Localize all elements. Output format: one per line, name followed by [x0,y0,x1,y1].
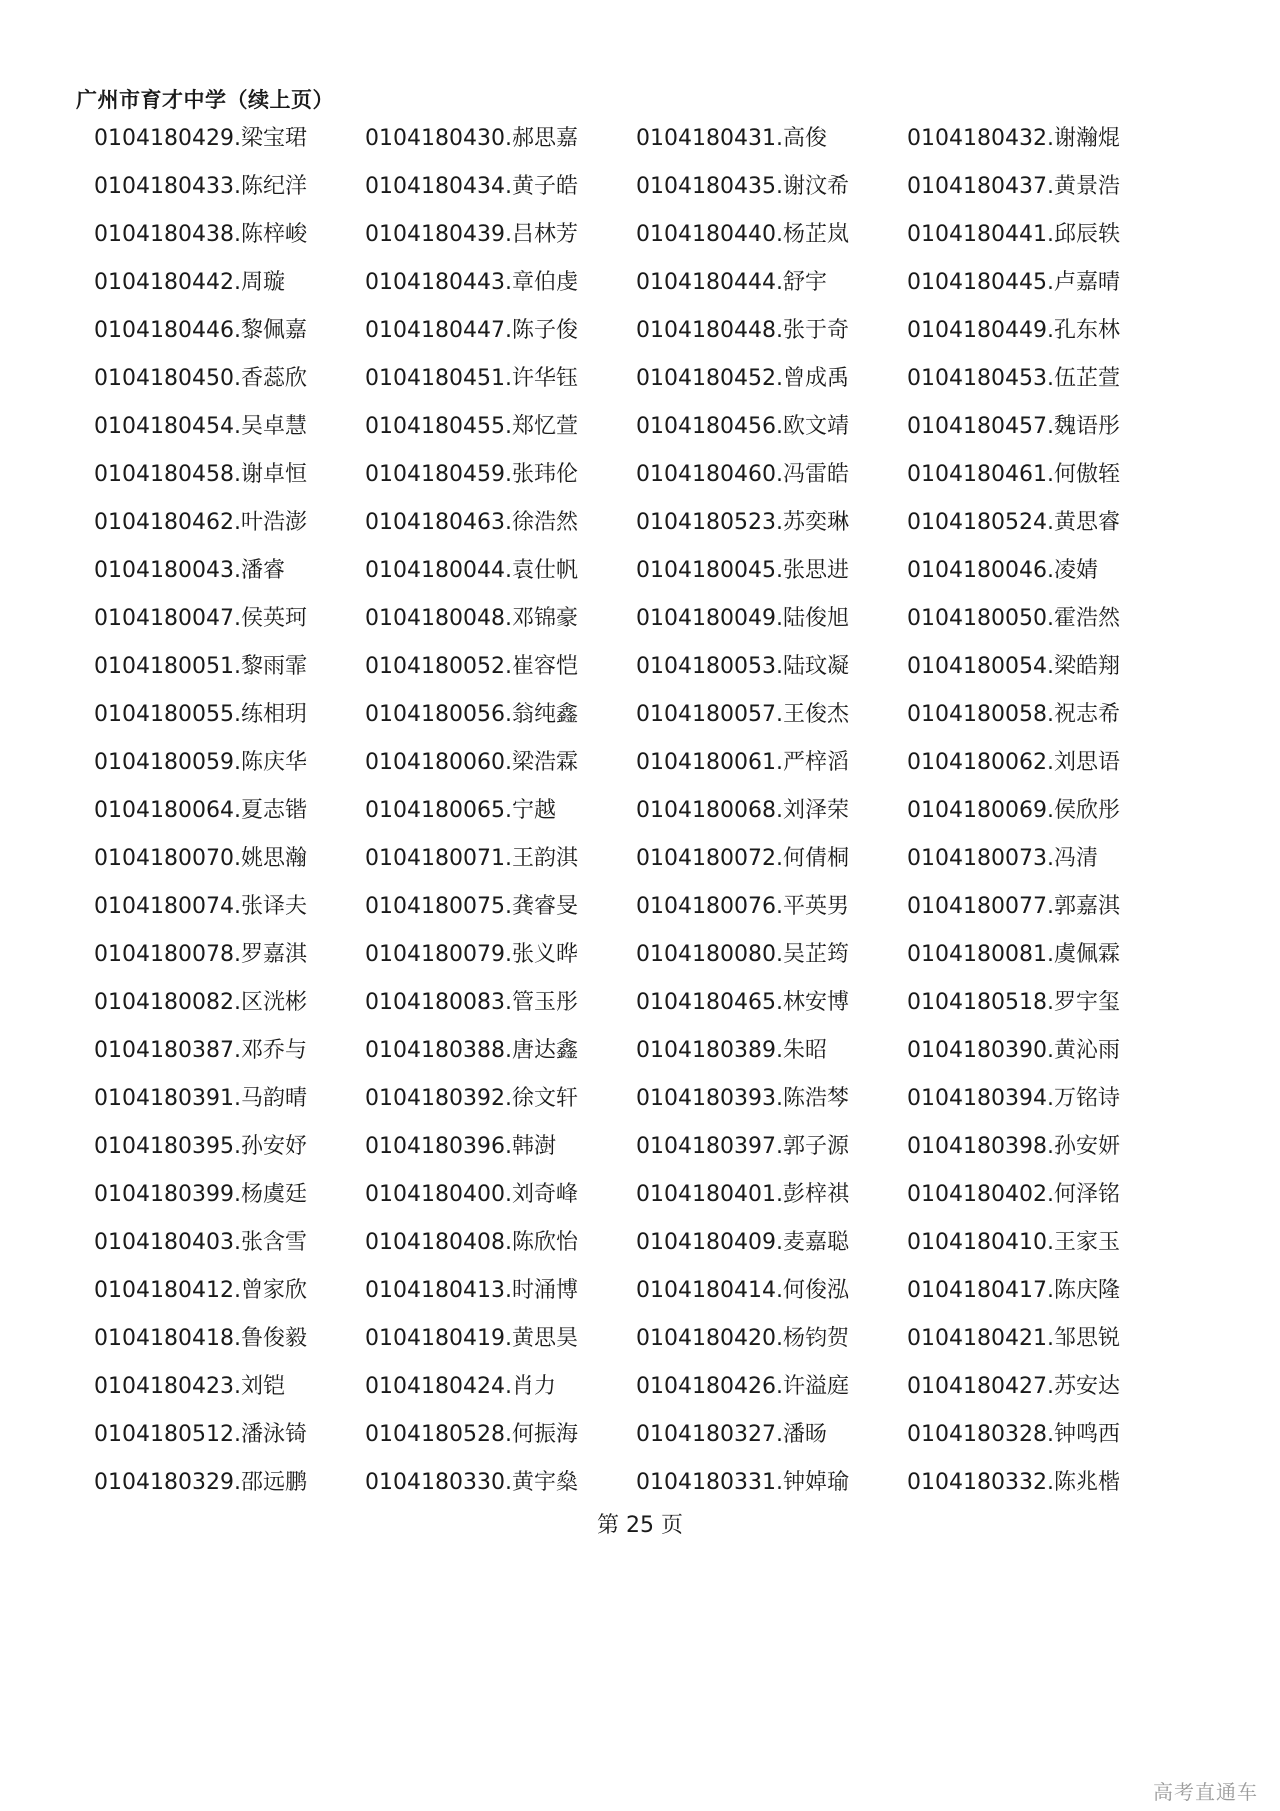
student-entry: 0104180062.刘思语 [907,750,1120,775]
student-entry: 0104180068.刘泽荣 [636,798,849,823]
student-entry: 0104180059.陈庆华 [94,750,307,775]
student-entry: 0104180424.肖力 [365,1374,556,1399]
student-entry: 0104180073.冯清 [907,846,1098,871]
student-entry: 0104180065.宁越 [365,798,556,823]
student-entry: 0104180393.陈浩棽 [636,1086,849,1111]
student-entry: 0104180047.侯英珂 [94,606,307,631]
student-entry: 0104180439.吕林芳 [365,222,578,247]
student-entry: 0104180429.梁宝珺 [94,126,307,151]
student-entry: 0104180419.黄思昊 [365,1326,578,1351]
student-entry: 0104180401.彭梓祺 [636,1182,849,1207]
student-entry: 0104180438.陈梓峻 [94,222,307,247]
student-entry: 0104180448.张于奇 [636,318,849,343]
student-entry: 0104180069.侯欣彤 [907,798,1120,823]
student-entry: 0104180390.黄沁雨 [907,1038,1120,1063]
student-entry: 0104180435.谢汶希 [636,174,849,199]
student-entry: 0104180427.苏安达 [907,1374,1120,1399]
student-entry: 0104180413.时涌博 [365,1278,578,1303]
student-entry: 0104180079.张义晔 [365,942,578,967]
student-entry: 0104180443.章伯虔 [365,270,578,295]
student-entry: 0104180452.曾成禹 [636,366,849,391]
student-entry: 0104180057.王俊杰 [636,702,849,727]
student-entry: 0104180454.吴卓慧 [94,414,307,439]
student-entry: 0104180437.黄景浩 [907,174,1120,199]
student-entry: 0104180455.郑忆萱 [365,414,578,439]
student-entry: 0104180051.黎雨霏 [94,654,307,679]
student-entry: 0104180075.龚睿旻 [365,894,578,919]
student-entry: 0104180391.马韵晴 [94,1086,307,1111]
student-entry: 0104180050.霍浩然 [907,606,1120,631]
student-entry: 0104180414.何俊泓 [636,1278,849,1303]
student-entry: 0104180080.吴芷筠 [636,942,849,967]
student-entry: 0104180395.孙安妤 [94,1134,307,1159]
student-entry: 0104180078.罗嘉淇 [94,942,307,967]
student-entry: 0104180074.张译夫 [94,894,307,919]
student-entry: 0104180072.何倩桐 [636,846,849,871]
student-entry: 0104180054.梁皓翔 [907,654,1120,679]
student-entry: 0104180453.伍芷萱 [907,366,1120,391]
student-entry: 0104180518.罗宇玺 [907,990,1120,1015]
watermark: 高考直通车 [1153,1780,1258,1804]
student-entry: 0104180459.张玮伦 [365,462,578,487]
student-entry: 0104180409.麦嘉聪 [636,1230,849,1255]
student-entry: 0104180426.许溢庭 [636,1374,849,1399]
student-entry: 0104180461.何傲轾 [907,462,1120,487]
student-entry: 0104180398.孙安妍 [907,1134,1120,1159]
student-entry: 0104180077.郭嘉淇 [907,894,1120,919]
student-entry: 0104180417.陈庆隆 [907,1278,1120,1303]
student-entry: 0104180332.陈兆楷 [907,1470,1120,1495]
student-entry: 0104180440.杨芷岚 [636,222,849,247]
student-entry: 0104180061.严梓滔 [636,750,849,775]
student-entry: 0104180081.虞佩霖 [907,942,1120,967]
student-entry: 0104180400.刘奇峰 [365,1182,578,1207]
student-entry: 0104180046.凌婧 [907,558,1098,583]
student-entry: 0104180330.黄宇燊 [365,1470,578,1495]
student-entry: 0104180463.徐浩然 [365,510,578,535]
student-entry: 0104180044.袁仕帆 [365,558,578,583]
student-entry: 0104180462.叶浩澎 [94,510,307,535]
student-entry: 0104180058.祝志希 [907,702,1120,727]
page-number: 第 25 页 [597,1513,683,1538]
student-entry: 0104180387.邓乔与 [94,1038,307,1063]
student-entry: 0104180433.陈纪洋 [94,174,307,199]
student-entry: 0104180070.姚思瀚 [94,846,307,871]
student-entry: 0104180410.王家玉 [907,1230,1120,1255]
section-heading: 广州市育才中学（续上页） [76,88,334,112]
student-entry: 0104180418.鲁俊毅 [94,1326,307,1351]
student-entry: 0104180528.何振海 [365,1422,578,1447]
student-entry: 0104180423.刘铠 [94,1374,285,1399]
student-entry: 0104180048.邓锦豪 [365,606,578,631]
student-entry: 0104180524.黄思睿 [907,510,1120,535]
student-entry: 0104180060.梁浩霖 [365,750,578,775]
student-entry: 0104180451.许华钰 [365,366,578,391]
student-entry: 0104180331.钟婥瑜 [636,1470,849,1495]
student-entry: 0104180056.翁纯鑫 [365,702,578,727]
student-entry: 0104180412.曾家欣 [94,1278,307,1303]
student-entry: 0104180420.杨钧贺 [636,1326,849,1351]
student-entry: 0104180396.韩澍 [365,1134,556,1159]
student-entry: 0104180403.张含雪 [94,1230,307,1255]
student-entry: 0104180523.苏奕琳 [636,510,849,535]
student-entry: 0104180043.潘睿 [94,558,285,583]
student-entry: 0104180446.黎佩嘉 [94,318,307,343]
student-entry: 0104180083.管玉彤 [365,990,578,1015]
student-entry: 0104180397.郭子源 [636,1134,849,1159]
student-entry: 0104180465.林安博 [636,990,849,1015]
student-entry: 0104180327.潘旸 [636,1422,827,1447]
student-entry: 0104180392.徐文轩 [365,1086,578,1111]
student-entry: 0104180421.邹思锐 [907,1326,1120,1351]
student-entry: 0104180064.夏志锴 [94,798,307,823]
student-entry: 0104180329.邵远鹏 [94,1470,307,1495]
student-entry: 0104180431.高俊 [636,126,827,151]
student-entry: 0104180071.王韵淇 [365,846,578,871]
student-entry: 0104180328.钟鸣西 [907,1422,1120,1447]
student-entry: 0104180445.卢嘉晴 [907,270,1120,295]
student-list [94,124,1234,1516]
student-entry: 0104180442.周璇 [94,270,285,295]
student-entry: 0104180399.杨虞廷 [94,1182,307,1207]
student-entry: 0104180432.谢瀚焜 [907,126,1120,151]
student-entry: 0104180512.潘泳锜 [94,1422,307,1447]
student-entry: 0104180447.陈子俊 [365,318,578,343]
student-entry: 0104180441.邱辰轶 [907,222,1120,247]
student-entry: 0104180049.陆俊旭 [636,606,849,631]
student-entry: 0104180460.冯雷皓 [636,462,849,487]
student-entry: 0104180456.欧文靖 [636,414,849,439]
student-entry: 0104180430.郝思嘉 [365,126,578,151]
student-entry: 0104180449.孔东林 [907,318,1120,343]
student-entry: 0104180045.张思进 [636,558,849,583]
student-entry: 0104180389.朱昭 [636,1038,827,1063]
student-entry: 0104180450.香蕊欣 [94,366,307,391]
student-entry: 0104180052.崔容恺 [365,654,578,679]
student-entry: 0104180394.万铭诗 [907,1086,1120,1111]
student-entry: 0104180076.平英男 [636,894,849,919]
student-entry: 0104180458.谢卓恒 [94,462,307,487]
student-entry: 0104180434.黄子皓 [365,174,578,199]
student-entry: 0104180388.唐达鑫 [365,1038,578,1063]
student-entry: 0104180055.练相玥 [94,702,307,727]
student-entry: 0104180408.陈欣怡 [365,1230,578,1255]
student-entry: 0104180457.魏语彤 [907,414,1120,439]
student-entry: 0104180082.区洸彬 [94,990,307,1015]
student-entry: 0104180402.何泽铭 [907,1182,1120,1207]
student-entry: 0104180444.舒宇 [636,270,827,295]
student-entry: 0104180053.陆玟凝 [636,654,849,679]
